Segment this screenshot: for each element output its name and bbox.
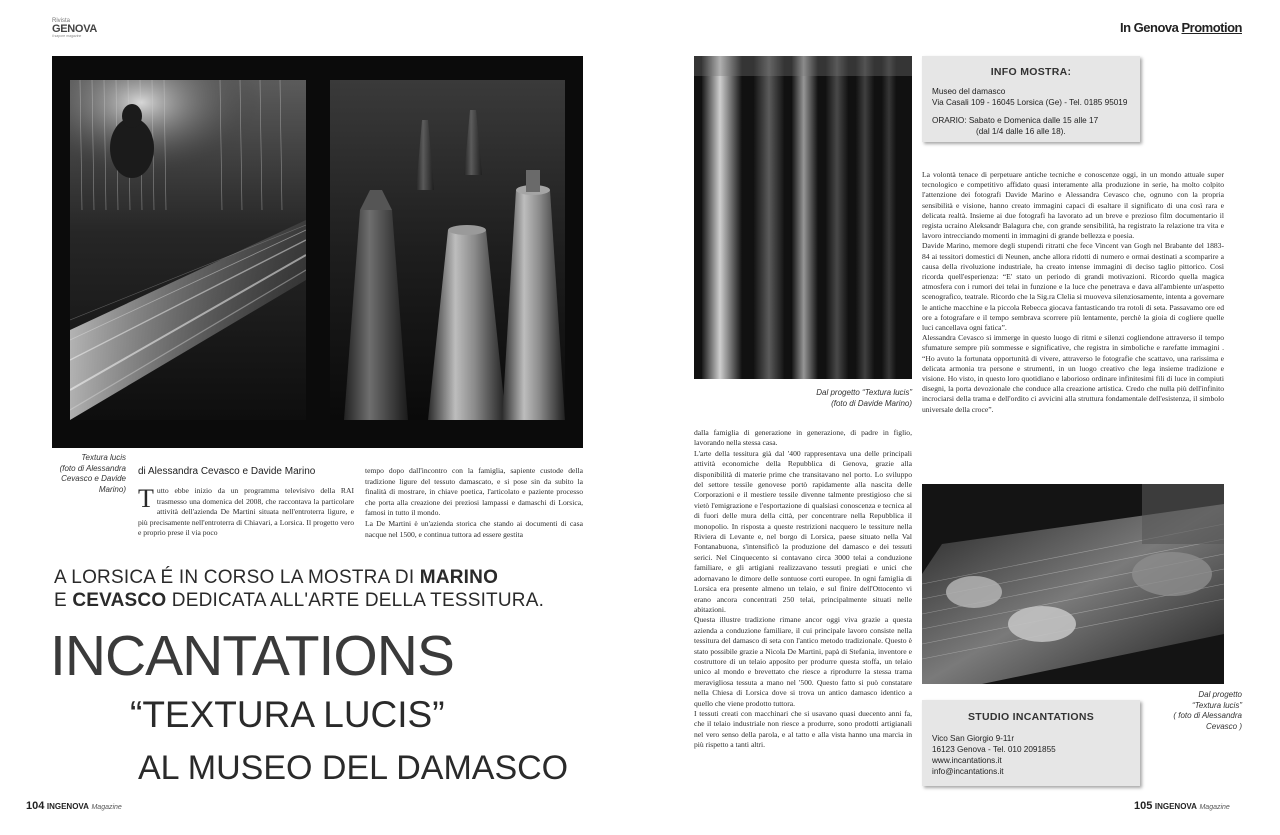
right-page	[640, 0, 1280, 835]
title-incantations: INCANTATIONS	[50, 624, 454, 688]
name-cevasco: CEVASCO	[72, 590, 167, 611]
left-footer	[26, 800, 122, 812]
caption-credit: (foto di Alessandra Cevasco e Davide Marino)	[59, 463, 126, 494]
bobbins-photo	[694, 56, 912, 379]
intro-column-1	[138, 486, 354, 539]
page-number-left: 104	[26, 800, 45, 812]
subheadline-line-1: A LORSICA É IN CORSO LA MOSTRA DI MARINO	[54, 567, 499, 588]
logo-tagline: il sapore magazine	[52, 34, 82, 38]
paragraph-right-2: Davide Marino, memore degli stupendi ritratti che fece Vincent van Gogh nel Brabante del 1883-84 ai tessitori domestici di Neunen, anche allora ridotti di numero e ormai destinati a scomparire a causa della rivoluzione industriale, ha creato intense immagini di deciso taglio pittorico. Così ricorda quell'esperienza: “E' stato un periodo di grandi motivazioni. Ricordo quella magica atmosfera con i rumori dei telai in funzione e la luce che penetrava e dava all'ambiente un'aspetto scenografico, teatrale. Ricordo che la Sig.ra Clelia si muoveva silenziosamente, intenta a governare le antiche macchine e la piccola Rebecca giocava fantasticando tra rotoli di seta. Passavamo ore ed ore a fotografare e il tempo sembrava scorrere più lentamente, perchè la gioia di cogliere quelle luci cancellava ogni fatica”.	[922, 241, 1224, 333]
paragraph-middle-4: I tessuti creati con macchinari che si usavano quasi duecento anni fa, che il telaio industriale non riesce a produrre, sono prodotti artigianali nel vero senso della parola, e al tatto e alla vista hanno una marcia in più rispetto a tanti altri.	[694, 708, 912, 750]
intro-paragraph-2: tempo dopo dall'incontro con la famiglia, sapiente custode della tradizione ligure del tessuto damascato, e si pose sin da subito la finalità di mostrare, in chiave poetica, l'articolato e paziente processo che porta alla creazione dei preziosi lampassi e damaschi di Lorsica, famosi in tutto il mondo.	[365, 466, 583, 518]
paragraph-middle-3: Questa illustre tradizione rimane ancor oggi viva grazie a questa azienda a conduzione familiare, il cui principale lavoro consiste nella tessitura del damasco di seta con l'antico metodo tradizionale. Questo è stato possibile grazie a Nicola De Martini, papà di Stefania, inventore e costruttore di un telaio apposito per produrre questa stoffa, un telaio unico al mondo e brevettato che riesce a riprodurre la stessa trama meravigliosa tessuta a mano nel '500. Questo fatto si può constatare nella Chiesa di Lorsica dove si trova un antico damasco identico a quello che viene prodotto tuttora.	[694, 615, 912, 708]
main-photo-caption	[38, 453, 126, 495]
bobbins-caption: Dal progetto “Textura lucis” (foto di Davide Marino)	[816, 388, 912, 408]
magazine-logo	[52, 18, 112, 40]
dropcap: T	[138, 484, 154, 513]
subheadline	[54, 566, 544, 612]
spools-photo	[330, 80, 565, 420]
info-hours-2: (dal 1/4 dalle 16 alle 18).	[976, 127, 1066, 136]
studio-phone: 16123 Genova - Tel. 010 2091855	[932, 745, 1056, 754]
info-mostra-title: INFO MOSTRA:	[990, 66, 1072, 78]
footer-suffix-left: Magazine	[91, 804, 122, 811]
article-column-right	[922, 170, 1224, 415]
paragraph-right-3: Alessandra Cevasco si immerge in questo luogo di ritmi e silenzi cogliendone attraverso il tempo sfumature sempre più sommesse e significative, che registra in simboliche e rarefatte immagini . “Ho avuto la fortunata opportunità di vivere, attraverso le fotografie che scattavo, una rarissima e delicata armonia tra persone e strumenti, in un luogo creativo che lega insieme tradizione e visione. Ho visto, in questo loro quotidiano e laborioso ordinare infinitesimi fili di luce in compiuti disegni, la porta devozionale che conduce alla creazione artistica. Credo che nulla più dell'infinito incrociarsi della trama e dell'ordito ci avvicini alla struttura fondamentale dell'esistenza, il simbolo universale della croce”.	[922, 333, 1224, 414]
byline: di Alessandra Cevasco e Davide Marino	[138, 466, 316, 477]
studio-address: Vico San Giorgio 9-11r	[932, 734, 1015, 743]
hands-photo-frame	[922, 484, 1224, 684]
title-textura-lucis: “TEXTURA LUCIS”	[130, 694, 445, 735]
info-mostra-box	[922, 56, 1140, 142]
page-number-right: 105	[1134, 800, 1153, 812]
hands-caption: Dal progetto “Textura lucis” ( foto di Alessandra Cevasco )	[1173, 690, 1242, 731]
hands-photo	[922, 484, 1224, 684]
footer-brand-right: INGENOVA	[1154, 802, 1197, 811]
subheadline-line-2: E CEVASCO DEDICATA ALL'ARTE DELLA TESSITURA.	[54, 590, 545, 611]
right-footer	[1134, 800, 1230, 812]
studio-box	[922, 700, 1140, 786]
intro-paragraph-1: utto ebbe inizio da un programma televisivo della RAI trasmesso una domenica del 2008, che raccontava la particolare attività dell'azienda De Martini situata nell'entroterra ligure, e più precisamente nell'entroterra di Chiavari, a Lorsica. Il progetto vero e proprio prese il via poco	[138, 486, 354, 538]
studio-title: STUDIO INCANTATIONS	[967, 711, 1095, 723]
info-museum: Museo del damasco	[932, 87, 1006, 96]
loom-photo	[70, 80, 306, 420]
paragraph-middle-2: L'arte della tessitura già dal '400 rappresentava una delle principali attività economiche della Repubblica di Genova, grazie alla disponibilità di materie prime che transitavano nel porto. Lo sviluppo del settore tessile genovese portò rapidamente alla nascita delle Corporazioni e il mestiere tessile divenne talmente prestigioso che si vietò l'emigrazione e l'esportazione di qualsiasi conoscenza e tecnica al di fuori delle mura della città, per concentrare nella Repubblica il monopolio. In risposta a queste restrizioni nacquero le tessiture nella Riviera di Levante e, nel borgo di Lorsica, paese situato nella Val Fontanabuona, s'intensificò la produzione del damasco e dei tessuti serici. Nel Cinquecento si contavano circa 3000 telai a conduzione familiare, e gli artigiani realizzavano tessuti pregiati e unici che adornavano le dimore delle sontuose corti europee. In ogni famiglia di Lorsica era presente almeno un telaio, e sul finire dell'Ottocento vi erano ancora concentrati 250 telai, principalmente situati nelle abitazioni.	[694, 448, 912, 614]
studio-email: info@incantations.it	[932, 767, 1004, 776]
section-header: In Genova Promotion	[1120, 20, 1242, 35]
footer-suffix-right: Magazine	[1199, 804, 1230, 811]
footer-brand-left: INGENOVA	[46, 802, 89, 811]
paragraph-right-1: La volontà tenace di perpetuare antiche tecniche e conoscenze oggi, in un mondo attuale super tecnologico e competitivo affidato quasi interamente alla produzione in serie, ha molto colpito l'attenzione dei fotografi Davide Marino e Alessandra Cevasco che, ognuno con la propria sensibilità e visione, hanno creato immagini capaci di esaltare il significato di una così rara e delicata realtà. Insieme ai due fotografi ha lavorato ad un breve e prezioso film documentario il regista ucraino Aleksandr Balagura che, con grande sensibilità, ha registrato la relazione tra vita e lavoro intrecciando momenti in immagini di grande bellezza e poesia.	[922, 170, 1224, 241]
title-museo: AL MUSEO DEL DAMASCO	[138, 749, 569, 787]
info-hours: ORARIO: Sabato e Domenica dalle 15 alle 17	[932, 116, 1099, 125]
info-address: Via Casali 109 - 16045 Lorsica (Ge) - Tel. 0185 95019	[932, 98, 1128, 107]
intro-paragraph-3: La De Martini è un'azienda storica che stando ai documenti di casa nacque nel 1500, e continua tuttora ad essere gestita	[365, 518, 583, 539]
logo-small: Rivista	[52, 18, 71, 24]
paragraph-middle-1: dalla famiglia di generazione in generazione, di padre in figlio, lavorando nella stessa casa.	[694, 428, 912, 448]
name-marino: MARINO	[419, 567, 499, 588]
bobbins-photo-frame	[694, 56, 912, 379]
intro-column-2	[365, 466, 583, 540]
logo-name: GENOVA	[52, 23, 98, 35]
main-photo-frame	[52, 56, 583, 448]
studio-website: www.incantations.it	[932, 756, 1002, 765]
article-column-middle	[694, 428, 912, 751]
caption-title: Textura lucis	[81, 453, 126, 462]
